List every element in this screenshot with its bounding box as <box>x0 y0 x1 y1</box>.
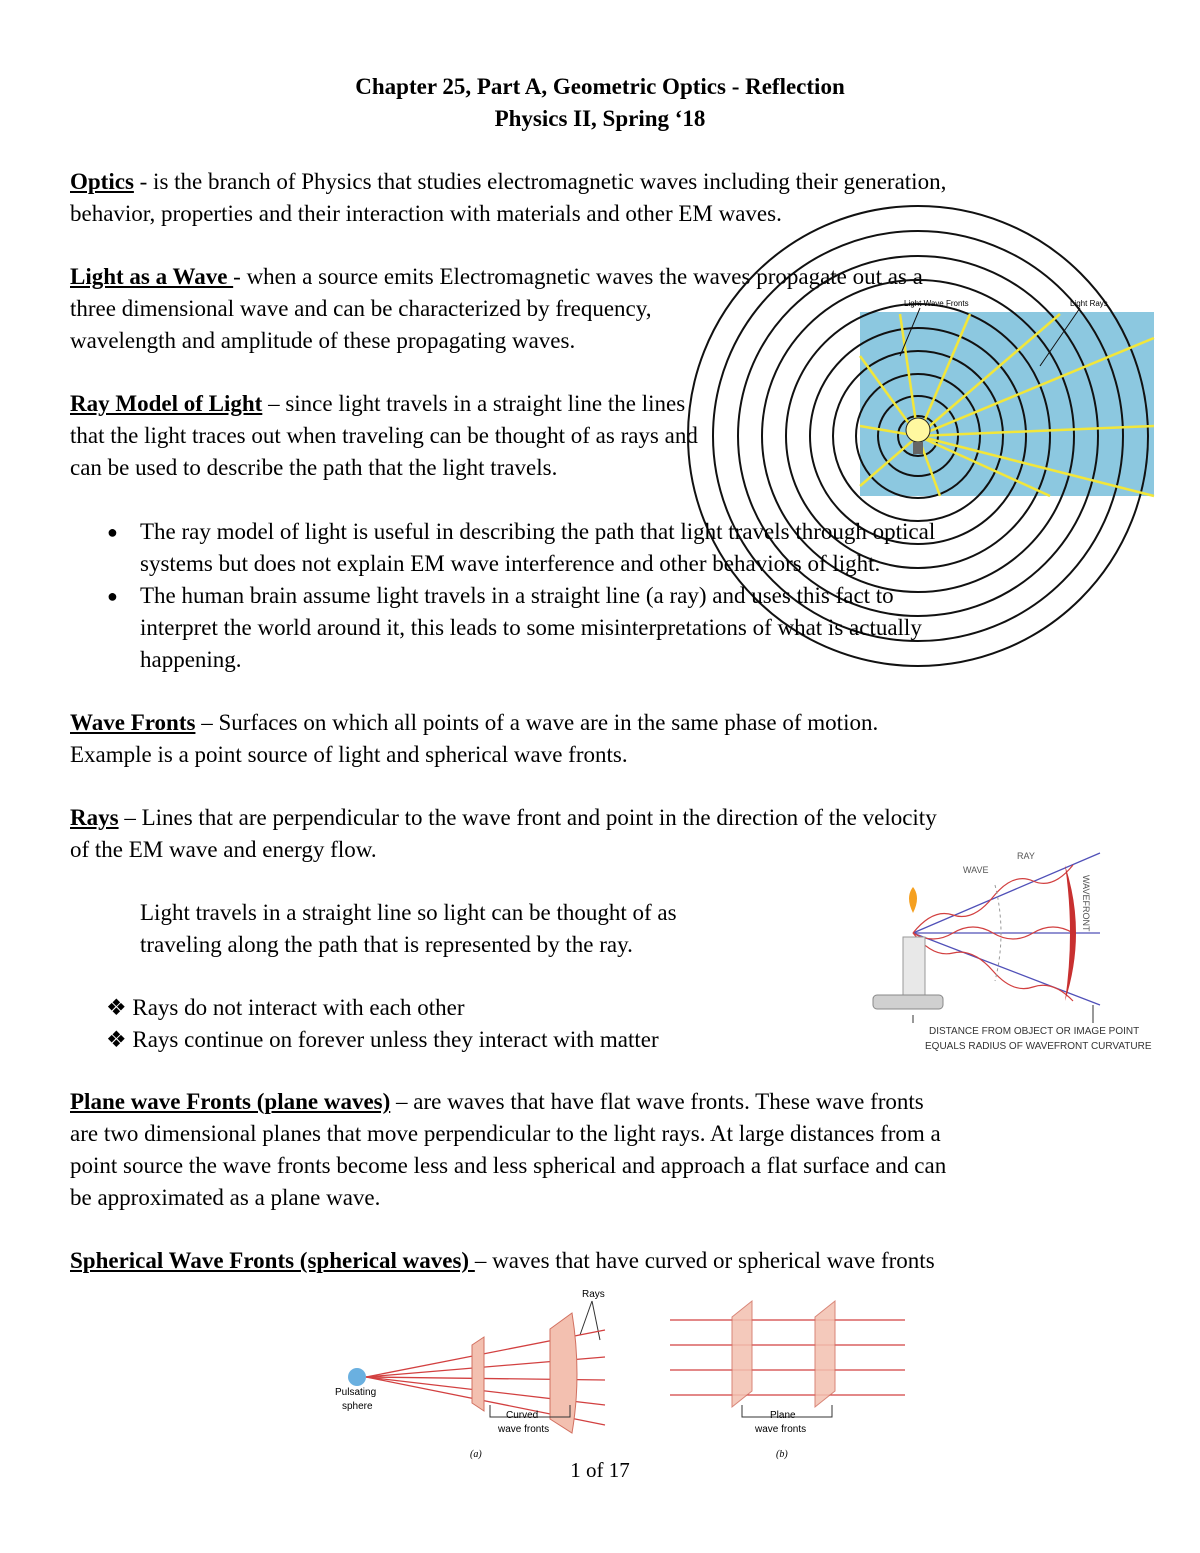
flame-icon <box>909 887 917 913</box>
label-light-rays: Light Rays <box>1070 299 1108 308</box>
wave-fronts-text1: – Surfaces on which all points of a wave are in the same phase of motion. <box>195 710 879 735</box>
ray-model-line1 <box>70 389 685 419</box>
optics-text1: - is the branch of Physics that studies electromagnetic waves including their generation, <box>133 169 947 194</box>
term-ray-model: Ray Model of Light <box>70 391 263 416</box>
ray-model-text1: – since light travels in a straight line the lines <box>262 391 686 416</box>
label-wave: WAVE <box>963 865 989 875</box>
term-spherical: Spherical Wave Fronts (spherical waves) <box>70 1248 475 1273</box>
label-ray: RAY <box>1017 851 1035 861</box>
curved-wave-front-large <box>550 1313 577 1433</box>
spherical-plane-waves-figure <box>330 1285 910 1465</box>
ray-bullet1-line2: systems but does not explain EM wave interference and other behaviors of light. <box>140 551 881 576</box>
rays-bullet1: ❖ Rays do not interact with each other <box>106 995 465 1020</box>
label-sphere: sphere <box>342 1401 373 1412</box>
plane-line2: are two dimensional planes that move perpendicular to the light rays. At large distances from a <box>70 1121 941 1146</box>
spherical-text1: – waves that have curved or spherical wave fronts <box>474 1248 935 1273</box>
wave-fronts-line2: Example is a point source of light and spherical wave fronts. <box>70 742 628 767</box>
label-plane: Plane <box>770 1410 796 1421</box>
term-rays: Rays <box>70 805 119 830</box>
rays-bullet2: ❖ Rays continue on forever unless they interact with matter <box>106 1027 659 1052</box>
term-plane: Plane wave Fronts (plane waves) <box>70 1089 391 1114</box>
bullet-dot: ● <box>107 586 118 606</box>
light-wave-line1 <box>70 262 923 292</box>
optics-line1 <box>70 167 946 197</box>
plane-line4: be approximated as a plane wave. <box>70 1185 381 1210</box>
plane-rays <box>670 1320 905 1395</box>
rays-bullet2-text: Rays continue on forever unless they interact with matter <box>132 1027 659 1052</box>
rays-text1: – Lines that are perpendicular to the wave front and point in the direction of the velocity <box>118 805 937 830</box>
caption-radius: EQUALS RADIUS OF WAVEFRONT CURVATURE <box>925 1041 1152 1052</box>
term-light-wave: Light as a Wave <box>70 264 234 289</box>
spherical-line1 <box>70 1246 935 1276</box>
label-rays: Rays <box>582 1289 605 1300</box>
label-pulsating: Pulsating <box>335 1387 377 1398</box>
page-subtitle: Physics II, Spring ‘18 <box>494 106 706 131</box>
ray-bullet1-line1: The ray model of light is useful in describing the path that light travels through optical <box>140 519 936 544</box>
bullet-dot: ● <box>107 522 118 542</box>
plane-wave-front-1 <box>732 1301 752 1407</box>
ray-bullet2-line3: happening. <box>140 647 242 672</box>
rays-indent1: Light travels in a straight line so light can be thought of as <box>140 900 677 925</box>
pointer-line <box>592 1301 600 1340</box>
plane-line1 <box>70 1087 924 1117</box>
light-wave-text1: - when a source emits Electromagnetic waves the waves propagate out as a <box>233 264 923 289</box>
curved-wave-front-small <box>472 1337 484 1411</box>
rays-indent2: traveling along the path that is represented by the ray. <box>140 932 633 957</box>
candle-holder <box>873 995 943 1009</box>
rays-bullet1-text: Rays do not interact with each other <box>132 995 465 1020</box>
term-wave-fronts: Wave Fronts <box>70 710 196 735</box>
caption-distance: DISTANCE FROM OBJECT OR IMAGE POINT <box>929 1026 1140 1037</box>
light-bulb-wave-figure <box>860 296 1154 496</box>
candle-icon <box>903 937 925 995</box>
bulb-base <box>913 442 923 454</box>
ray-model-line3: can be used to describe the path that the light travels. <box>70 455 558 480</box>
rays-line2: of the EM wave and energy flow. <box>70 837 377 862</box>
candle-wavefront-figure <box>865 845 1152 1055</box>
term-optics: Optics <box>70 169 134 194</box>
page-title: Chapter 25, Part A, Geometric Optics - Reflection <box>355 74 845 99</box>
plane-line3: point source the wave fronts become less and less spherical and approach a flat surface and can <box>70 1153 947 1178</box>
label-curved: Curved <box>506 1410 539 1421</box>
light-wave-line3: wavelength and amplitude of these propagating waves. <box>70 328 576 353</box>
ray-bullet2-line2: interpret the world around it, this leads to some misinterpretations of what is actually <box>140 615 922 640</box>
label-a: (a) <box>470 1449 482 1460</box>
plane-wave-front-2 <box>815 1301 835 1407</box>
plane-text1: – are waves that have flat wave fronts. These wave fronts <box>390 1089 924 1114</box>
label-curved-wave-fronts: wave fronts <box>498 1424 550 1435</box>
wave-fronts-line1 <box>70 708 878 738</box>
label-wavefront: WAVEFRONT <box>1081 875 1091 932</box>
ray-model-line2: that the light traces out when traveling can be thought of as rays and <box>70 423 698 448</box>
page-number: 1 of 17 <box>570 1458 630 1482</box>
label-light-wave-fronts: Light Wave Fronts <box>904 299 969 308</box>
pulsating-sphere-icon <box>348 1368 366 1386</box>
rays-line1 <box>70 803 937 833</box>
ray-bullet2-line1: The human brain assume light travels in a straight line (a ray) and uses this fact to <box>140 583 894 608</box>
label-plane-wave-fronts: wave fronts <box>755 1424 807 1435</box>
light-wave-line2: three dimensional wave and can be characterized by frequency, <box>70 296 652 321</box>
label-b: (b) <box>776 1449 788 1460</box>
light-bulb-icon <box>906 418 930 442</box>
optics-line2: behavior, properties and their interaction with materials and other EM waves. <box>70 201 782 226</box>
pointer-line <box>580 1301 592 1335</box>
